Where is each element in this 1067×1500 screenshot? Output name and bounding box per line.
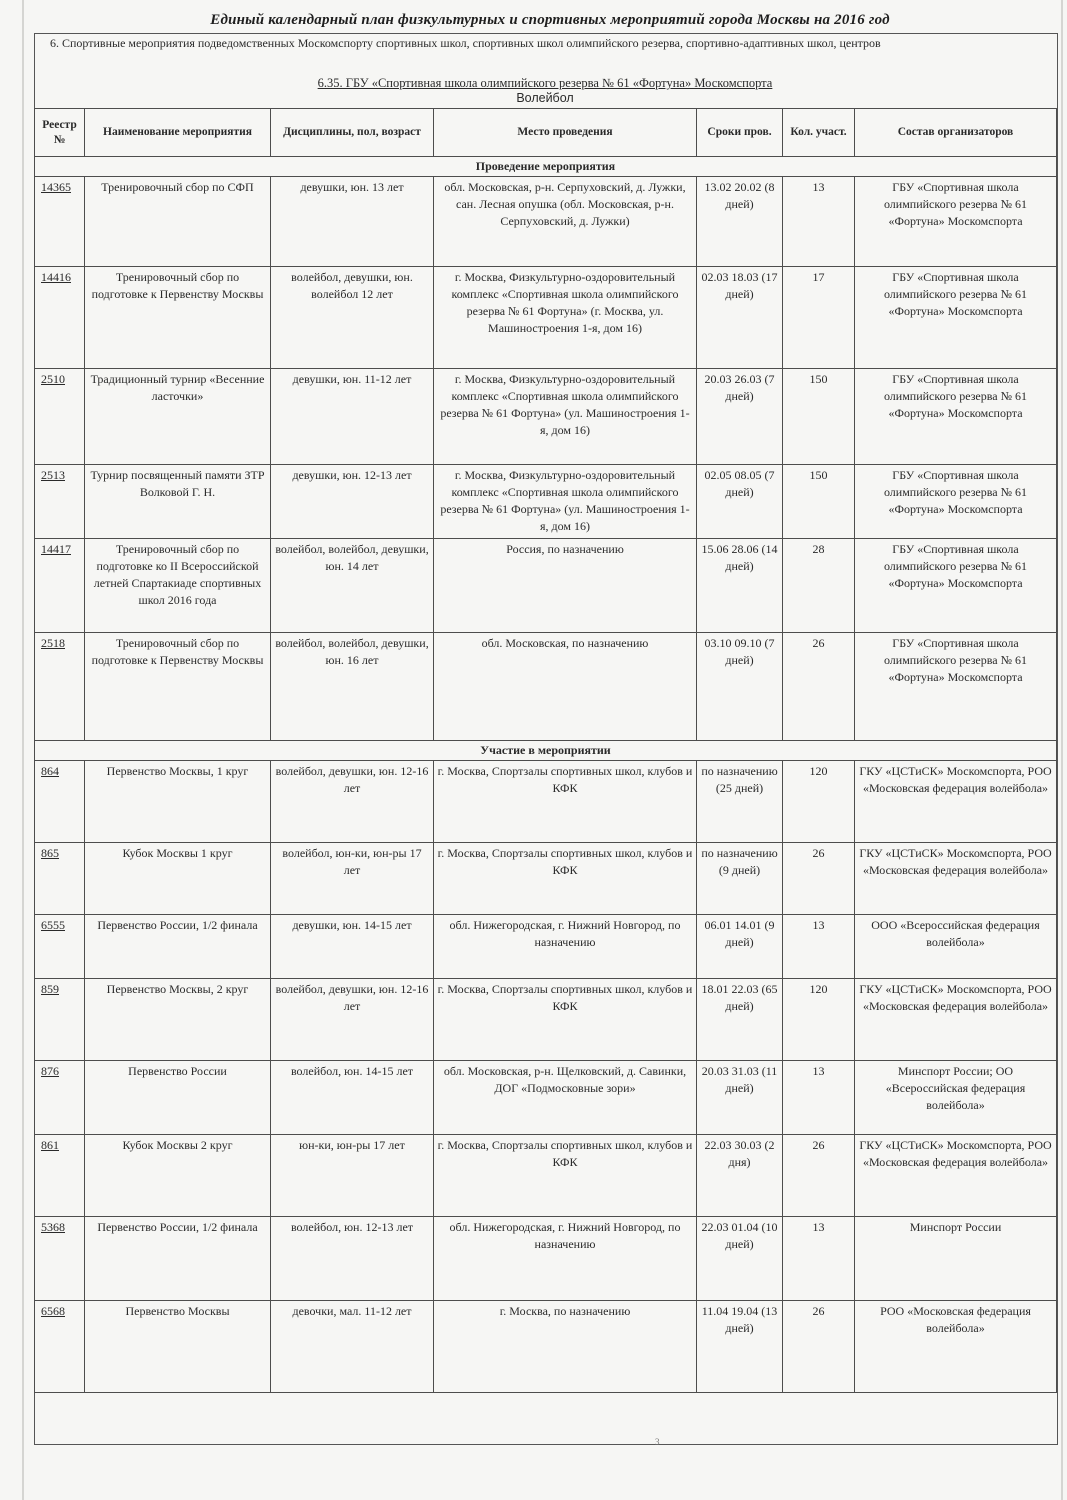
school-heading: 6.35. ГБУ «Спортивная школа олимпийского резерва № 61 «Фортуна» Москомспорта — [317, 76, 773, 90]
cell-dates: 06.01 14.01 (9 дней) — [697, 915, 783, 979]
cell-dates: 02.03 18.03 (17 дней) — [697, 267, 783, 369]
cell-reg[interactable]: 876 — [35, 1061, 85, 1135]
sport-heading: Волейбол — [516, 91, 574, 105]
table-row — [35, 1061, 1057, 1135]
cell-place: обл. Нижегородская, г. Нижний Новгород, по назначению — [434, 915, 697, 979]
cell-disc: девочки, мал. 11-12 лет — [271, 1301, 434, 1393]
cell-dates: 18.01 22.03 (65 дней) — [697, 979, 783, 1061]
cell-name: Кубок Москвы 1 круг — [85, 843, 271, 915]
cell-reg[interactable]: 14416 — [35, 267, 85, 369]
cell-org: ГКУ «ЦСТиСК» Москомспорта, РОО «Московская федерация волейбола» — [855, 843, 1057, 915]
cell-org: ГБУ «Спортивная школа олимпийского резерва № 61 «Фортуна» Москомспорта — [855, 633, 1057, 741]
section-row — [35, 741, 1057, 761]
cell-reg[interactable]: 14417 — [35, 539, 85, 633]
cell-place: г. Москва, Спортзалы спортивных школ, клубов и КФК — [434, 761, 697, 843]
table-row — [35, 1217, 1057, 1301]
cell-org: ГБУ «Спортивная школа олимпийского резерва № 61 «Фортуна» Москомспорта — [855, 369, 1057, 465]
cell-place: г. Москва, по назначению — [434, 1301, 697, 1393]
cell-name: Кубок Москвы 2 круг — [85, 1135, 271, 1217]
cell-org: РОО «Московская федерация волейбола» — [855, 1301, 1057, 1393]
cell-place: г. Москва, Физкультурно-оздоровительный комплекс «Спортивная школа олимпийского резерва № 61 Фортуна» (ул. Машиностроения 1-я, дом 16) — [434, 465, 697, 539]
table-row — [35, 1135, 1057, 1217]
cell-org: ГКУ «ЦСТиСК» Москомспорта, РОО «Московская федерация волейбола» — [855, 1135, 1057, 1217]
col-name: Наименование мероприятия — [85, 109, 271, 157]
cell-reg[interactable]: 6568 — [35, 1301, 85, 1393]
cell-dates: 02.05 08.05 (7 дней) — [697, 465, 783, 539]
cell-place: г. Москва, Спортзалы спортивных школ, клубов и КФК — [434, 843, 697, 915]
cell-disc: волейбол, девушки, юн. 12-16 лет — [271, 979, 434, 1061]
col-reg: Реестр № — [35, 109, 85, 157]
table-row — [35, 1301, 1057, 1393]
cell-org: ГБУ «Спортивная школа олимпийского резерва № 61 «Фортуна» Москомспорта — [855, 465, 1057, 539]
table-row — [35, 177, 1057, 267]
table-row — [35, 761, 1057, 843]
cell-disc: юн-ки, юн-ры 17 лет — [271, 1135, 434, 1217]
col-dates: Сроки пров. — [697, 109, 783, 157]
cell-name: Тренировочный сбор по СФП — [85, 177, 271, 267]
table-body — [35, 157, 1057, 1393]
col-org: Состав организаторов — [855, 109, 1057, 157]
table-row — [35, 267, 1057, 369]
cell-place: г. Москва, Спортзалы спортивных школ, клубов и КФК — [434, 979, 697, 1061]
cell-dates: 22.03 01.04 (10 дней) — [697, 1217, 783, 1301]
cell-place: обл. Московская, р-н. Щелковский, д. Савинки, ДОГ «Подмосковные зори» — [434, 1061, 697, 1135]
table-row — [35, 915, 1057, 979]
cell-disc: девушки, юн. 14-15 лет — [271, 915, 434, 979]
cell-disc: девушки, юн. 13 лет — [271, 177, 434, 267]
cell-count: 13 — [783, 1217, 855, 1301]
cell-dates: по назначению (9 дней) — [697, 843, 783, 915]
cell-count: 13 — [783, 915, 855, 979]
cell-place: г. Москва, Спортзалы спортивных школ, клубов и КФК — [434, 1135, 697, 1217]
document-title: Единый календарный план физкультурных и спортивных мероприятий города Москвы на 2016 год — [210, 12, 890, 28]
table-row — [35, 539, 1057, 633]
table-row — [35, 633, 1057, 741]
cell-dates: по назначению (25 дней) — [697, 761, 783, 843]
cell-disc: волейбол, девушки, юн. волейбол 12 лет — [271, 267, 434, 369]
page-number: 3 — [655, 1437, 660, 1447]
cell-dates: 20.03 31.03 (11 дней) — [697, 1061, 783, 1135]
cell-reg[interactable]: 2513 — [35, 465, 85, 539]
cell-reg[interactable]: 861 — [35, 1135, 85, 1217]
header-row — [35, 109, 1057, 157]
cell-reg[interactable]: 5368 — [35, 1217, 85, 1301]
cell-dates: 03.10 09.10 (7 дней) — [697, 633, 783, 741]
cell-org: ООО «Всероссийская федерация волейбола» — [855, 915, 1057, 979]
cell-disc: волейбол, юн-ки, юн-ры 17 лет — [271, 843, 434, 915]
events-table — [34, 108, 1057, 1393]
scan-edge-right — [1061, 0, 1063, 1500]
cell-count: 120 — [783, 979, 855, 1061]
cell-dates: 15.06 28.06 (14 дней) — [697, 539, 783, 633]
cell-count: 26 — [783, 1301, 855, 1393]
col-count: Кол. участ. — [783, 109, 855, 157]
cell-reg[interactable]: 2518 — [35, 633, 85, 741]
section-subtitle: 6. Спортивные мероприятия подведомственных Москомспорту спортивных школ, спортивных школ олимпийского резерва, спортивно-адаптивных школ, центров — [50, 36, 881, 50]
cell-reg[interactable]: 2510 — [35, 369, 85, 465]
cell-name: Тренировочный сбор по подготовке к Первенству Москвы — [85, 633, 271, 741]
section-title: Участие в мероприятии — [35, 741, 1057, 761]
section-row — [35, 157, 1057, 177]
table-row — [35, 369, 1057, 465]
cell-count: 26 — [783, 1135, 855, 1217]
cell-disc: волейбол, юн. 14-15 лет — [271, 1061, 434, 1135]
cell-place: обл. Московская, по назначению — [434, 633, 697, 741]
cell-reg[interactable]: 865 — [35, 843, 85, 915]
cell-dates: 22.03 30.03 (2 дня) — [697, 1135, 783, 1217]
cell-count: 28 — [783, 539, 855, 633]
cell-count: 150 — [783, 465, 855, 539]
cell-name: Традиционный турнир «Весенние ласточки» — [85, 369, 271, 465]
cell-reg[interactable]: 859 — [35, 979, 85, 1061]
table-row — [35, 465, 1057, 539]
scan-edge-left — [22, 0, 24, 1500]
cell-name: Первенство России — [85, 1061, 271, 1135]
cell-disc: волейбол, юн. 12-13 лет — [271, 1217, 434, 1301]
cell-org: Минспорт России — [855, 1217, 1057, 1301]
cell-org: ГКУ «ЦСТиСК» Москомспорта, РОО «Московская федерация волейбола» — [855, 761, 1057, 843]
cell-dates: 13.02 20.02 (8 дней) — [697, 177, 783, 267]
cell-org: ГБУ «Спортивная школа олимпийского резерва № 61 «Фортуна» Москомспорта — [855, 177, 1057, 267]
cell-name: Первенство России, 1/2 финала — [85, 1217, 271, 1301]
table-row — [35, 843, 1057, 915]
cell-name: Первенство Москвы, 2 круг — [85, 979, 271, 1061]
cell-org: ГКУ «ЦСТиСК» Москомспорта, РОО «Московская федерация волейбола» — [855, 979, 1057, 1061]
section-title: Проведение мероприятия — [35, 157, 1057, 177]
col-place: Место проведения — [434, 109, 697, 157]
cell-name: Первенство Москвы, 1 круг — [85, 761, 271, 843]
cell-count: 17 — [783, 267, 855, 369]
cell-name: Первенство России, 1/2 финала — [85, 915, 271, 979]
cell-count: 26 — [783, 633, 855, 741]
cell-reg[interactable]: 864 — [35, 761, 85, 843]
cell-reg[interactable]: 14365 — [35, 177, 85, 267]
cell-place: обл. Московская, р-н. Серпуховский, д. Лужки, сан. Лесная опушка (обл. Московская, р-н. Серпуховский, д. Лужки) — [434, 177, 697, 267]
cell-name: Тренировочный сбор по подготовке к Первенству Москвы — [85, 267, 271, 369]
cell-count: 26 — [783, 843, 855, 915]
cell-disc: волейбол, волейбол, девушки, юн. 16 лет — [271, 633, 434, 741]
cell-org: ГБУ «Спортивная школа олимпийского резерва № 61 «Фортуна» Москомспорта — [855, 539, 1057, 633]
cell-name: Турнир посвященный памяти ЗТР Волковой Г. Н. — [85, 465, 271, 539]
table-row — [35, 979, 1057, 1061]
cell-count: 120 — [783, 761, 855, 843]
cell-count: 13 — [783, 177, 855, 267]
cell-place: обл. Нижегородская, г. Нижний Новгород, по назначению — [434, 1217, 697, 1301]
cell-disc: волейбол, девушки, юн. 12-16 лет — [271, 761, 434, 843]
cell-dates: 11.04 19.04 (13 дней) — [697, 1301, 783, 1393]
cell-count: 150 — [783, 369, 855, 465]
cell-disc: девушки, юн. 12-13 лет — [271, 465, 434, 539]
cell-disc: волейбол, волейбол, девушки, юн. 14 лет — [271, 539, 434, 633]
cell-place: Россия, по назначению — [434, 539, 697, 633]
cell-org: Минспорт России; ОО «Всероссийская федерация волейбола» — [855, 1061, 1057, 1135]
cell-disc: девушки, юн. 11-12 лет — [271, 369, 434, 465]
col-disc: Дисциплины, пол, возраст — [271, 109, 434, 157]
cell-dates: 20.03 26.03 (7 дней) — [697, 369, 783, 465]
cell-place: г. Москва, Физкультурно-оздоровительный комплекс «Спортивная школа олимпийского резерва № 61 Фортуна» (г. Москва, ул. Машиностроения 1-я, дом 16) — [434, 267, 697, 369]
cell-name: Первенство Москвы — [85, 1301, 271, 1393]
cell-name: Тренировочный сбор по подготовке ко II Всероссийской летней Спартакиаде спортивных школ 2016 года — [85, 539, 271, 633]
cell-count: 13 — [783, 1061, 855, 1135]
cell-org: ГБУ «Спортивная школа олимпийского резерва № 61 «Фортуна» Москомспорта — [855, 267, 1057, 369]
cell-reg[interactable]: 6555 — [35, 915, 85, 979]
cell-place: г. Москва, Физкультурно-оздоровительный комплекс «Спортивная школа олимпийского резерва № 61 Фортуна» (ул. Машиностроения 1-я, дом 16) — [434, 369, 697, 465]
